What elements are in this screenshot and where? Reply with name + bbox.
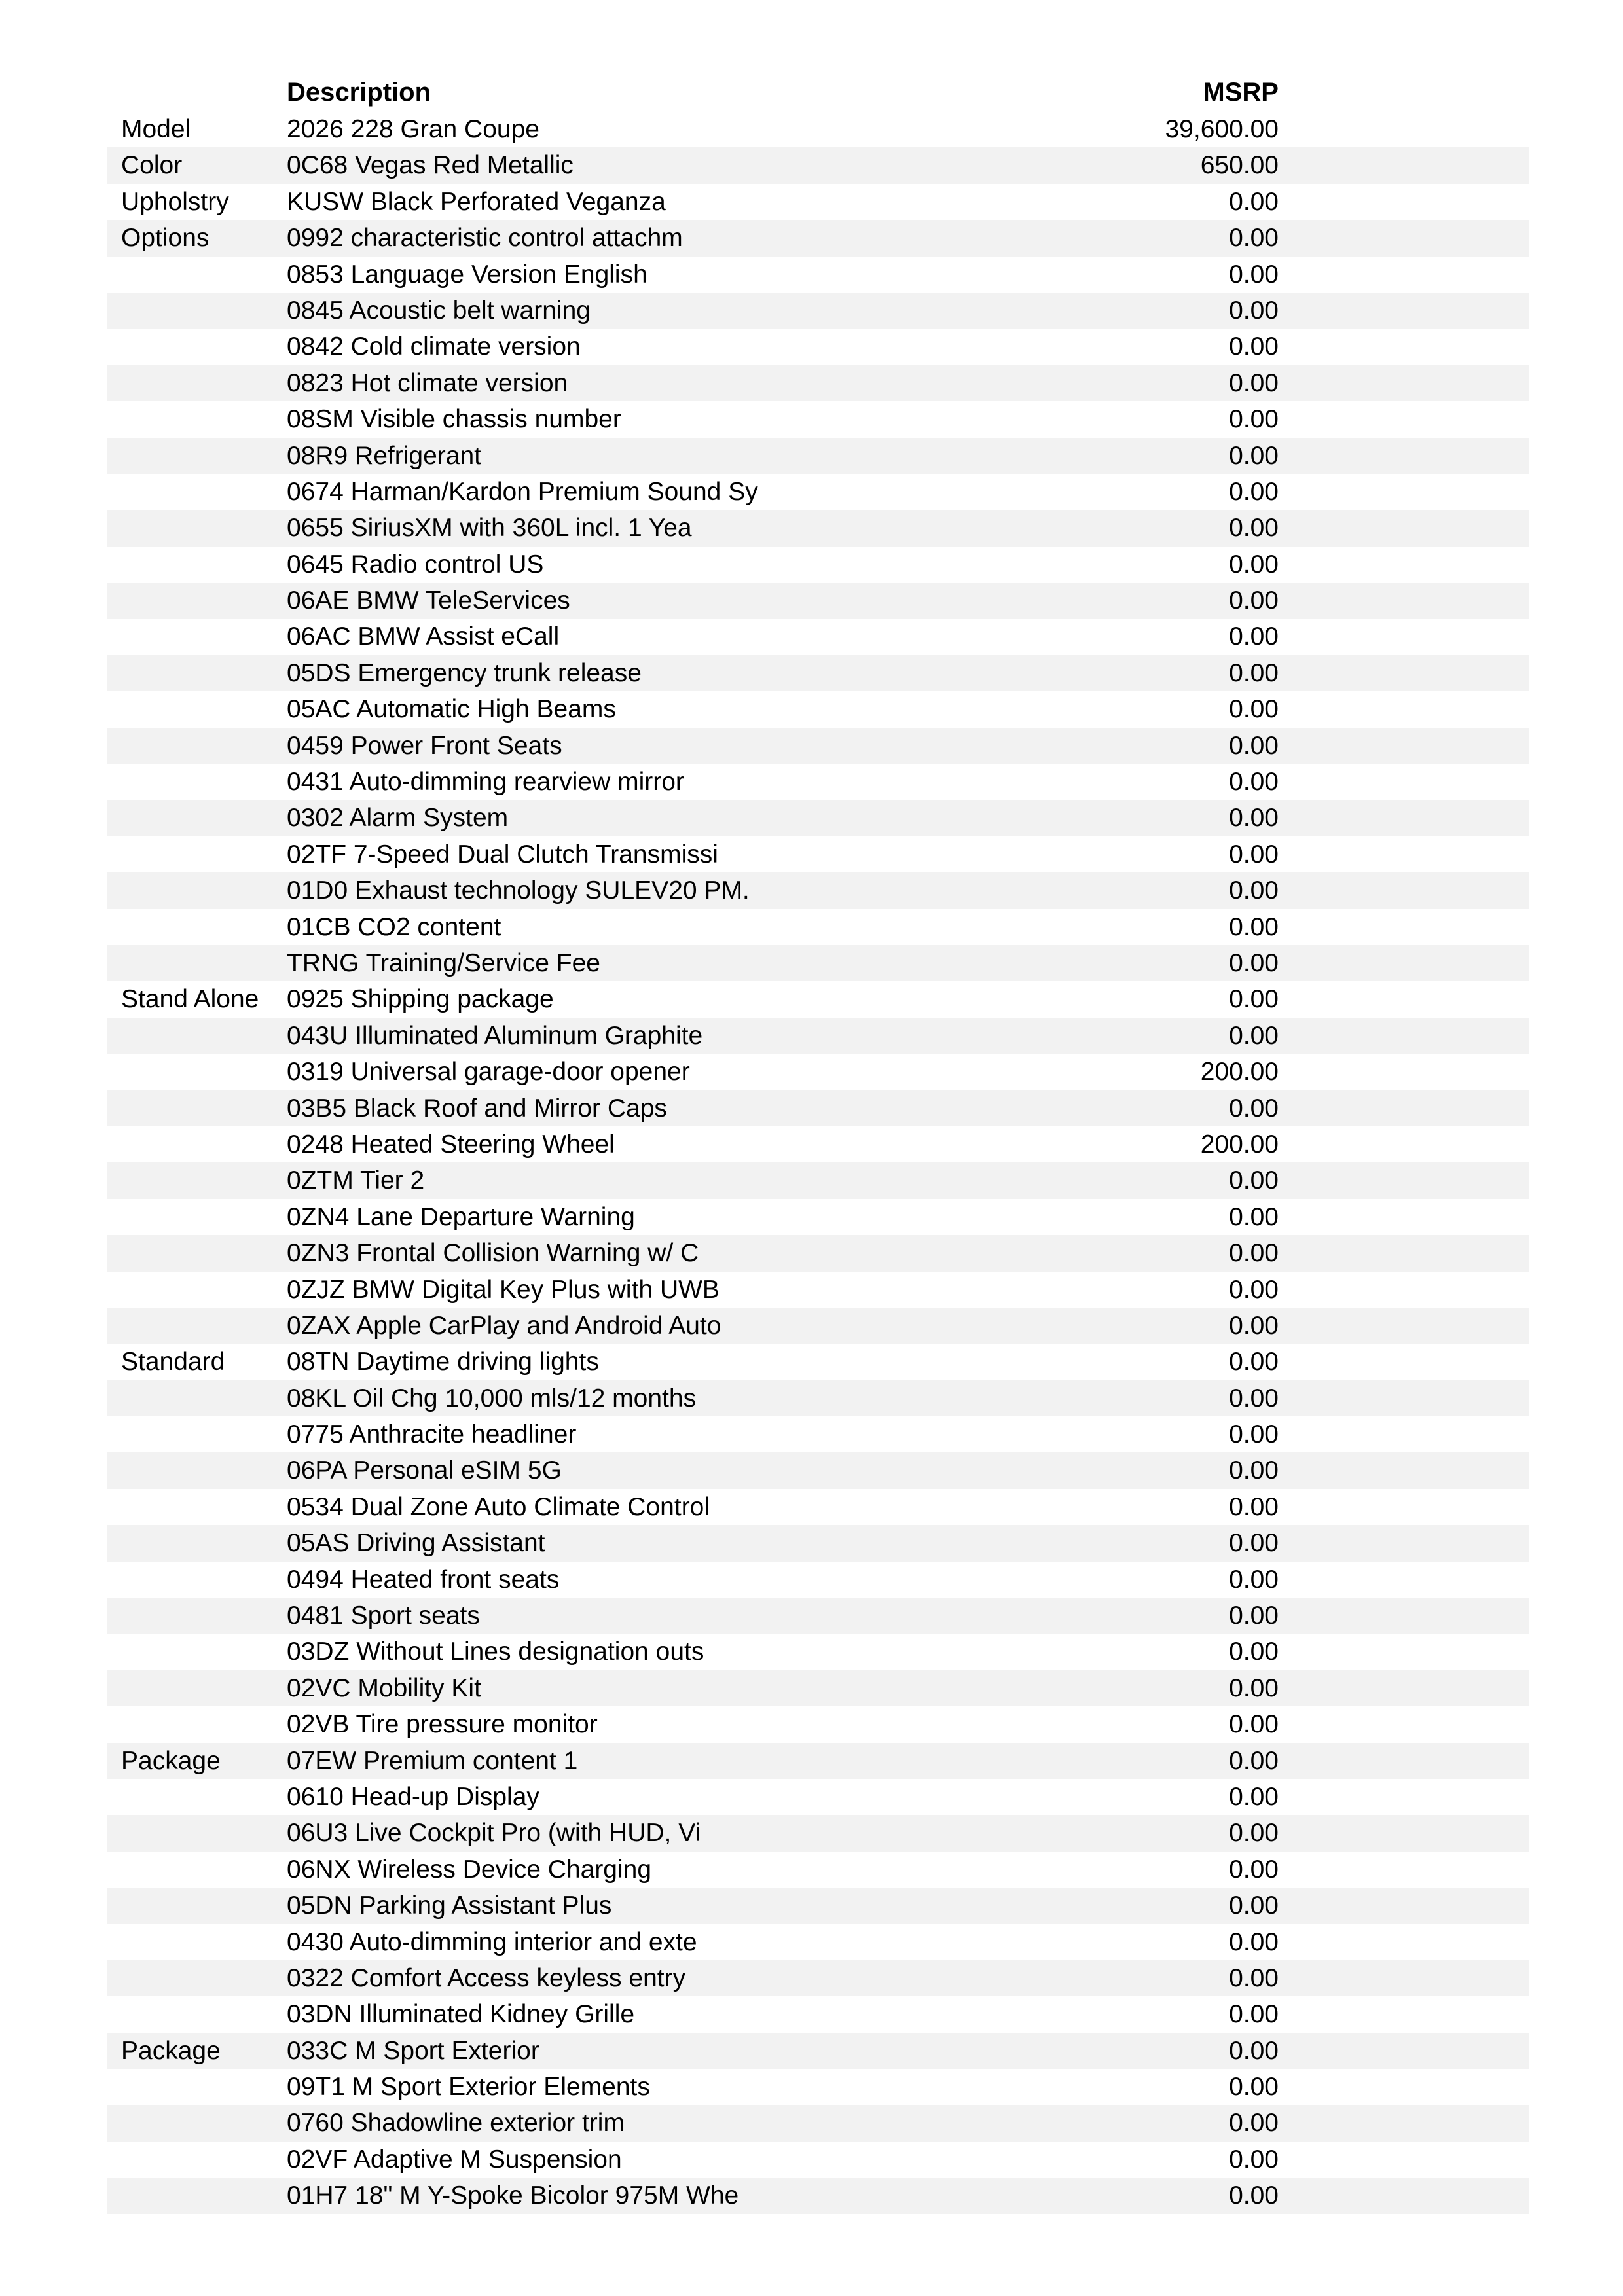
row-msrp: 200.00 xyxy=(1200,1058,1279,1086)
row-msrp: 0.00 xyxy=(1229,1782,1279,1811)
row-msrp: 0.00 xyxy=(1229,1384,1279,1412)
row-msrp: 0.00 xyxy=(1229,1892,1279,1920)
table-row xyxy=(107,257,1529,293)
table-row xyxy=(107,981,1529,1017)
row-description: 0ZTM Tier 2 xyxy=(287,1166,425,1195)
table-row xyxy=(107,764,1529,800)
table-row xyxy=(107,1996,1529,2032)
row-description: 02VB Tire pressure monitor xyxy=(287,1710,598,1739)
row-description: KUSW Black Perforated Veganza xyxy=(287,187,666,216)
table-row xyxy=(107,1888,1529,1924)
row-msrp: 0.00 xyxy=(1229,1928,1279,1956)
row-msrp: 0.00 xyxy=(1229,622,1279,651)
row-description: 0431 Auto-dimming rearview mirror xyxy=(287,768,684,797)
row-description: 0534 Dual Zone Auto Climate Control xyxy=(287,1492,710,1521)
row-msrp: 0.00 xyxy=(1229,477,1279,506)
table-row xyxy=(107,147,1529,183)
row-description: 0645 Radio control US xyxy=(287,550,544,579)
row-category: Standard xyxy=(121,1348,225,1376)
row-description: 0845 Acoustic belt warning xyxy=(287,296,591,325)
row-description: 02VC Mobility Kit xyxy=(287,1674,481,1702)
row-description: 03DN Illuminated Kidney Grille xyxy=(287,2000,635,2029)
row-description: 01H7 18" M Y-Spoke Bicolor 975M Whe xyxy=(287,2181,739,2210)
row-description: 0494 Heated front seats xyxy=(287,1565,560,1594)
table-row xyxy=(107,583,1529,619)
row-description: 06U3 Live Cockpit Pro (with HUD, Vi xyxy=(287,1819,701,1848)
row-description: 05DN Parking Assistant Plus xyxy=(287,1892,612,1920)
table-row xyxy=(107,655,1529,691)
row-msrp: 0.00 xyxy=(1229,1602,1279,1630)
table-row xyxy=(107,510,1529,546)
row-msrp: 0.00 xyxy=(1229,1492,1279,1521)
row-msrp: 0.00 xyxy=(1229,1529,1279,1558)
table-row xyxy=(107,2105,1529,2141)
table-row xyxy=(107,1525,1529,1561)
row-description: 2026 228 Gran Coupe xyxy=(287,115,539,143)
table-row xyxy=(107,220,1529,256)
row-msrp: 0.00 xyxy=(1229,1094,1279,1122)
table-row xyxy=(107,293,1529,329)
table-row xyxy=(107,1960,1529,1996)
row-description: 0655 SiriusXM with 360L incl. 1 Yea xyxy=(287,514,692,543)
row-description: 0ZJZ BMW Digital Key Plus with UWB xyxy=(287,1275,720,1304)
row-description: 0610 Head-up Display xyxy=(287,1782,539,1811)
table-row xyxy=(107,1054,1529,1090)
row-msrp: 0.00 xyxy=(1229,876,1279,905)
table-row xyxy=(107,184,1529,220)
row-msrp: 0.00 xyxy=(1229,985,1279,1014)
table-row xyxy=(107,1162,1529,1198)
row-msrp: 0.00 xyxy=(1229,1855,1279,1884)
table-row xyxy=(107,1380,1529,1416)
row-msrp: 0.00 xyxy=(1229,2145,1279,2174)
table-row xyxy=(107,945,1529,981)
table-row xyxy=(107,1924,1529,1960)
row-description: 09T1 M Sport Exterior Elements xyxy=(287,2073,650,2102)
row-msrp: 0.00 xyxy=(1229,840,1279,869)
table-row xyxy=(107,438,1529,474)
row-description: 0459 Power Front Seats xyxy=(287,731,562,760)
row-msrp: 0.00 xyxy=(1229,260,1279,289)
row-msrp: 0.00 xyxy=(1229,1710,1279,1739)
row-description: 05AS Driving Assistant xyxy=(287,1529,545,1558)
row-description: 0430 Auto-dimming interior and exte xyxy=(287,1928,697,1956)
table-row xyxy=(107,728,1529,764)
row-msrp: 0.00 xyxy=(1229,1964,1279,1992)
table-row xyxy=(107,2069,1529,2105)
row-description: 0ZN4 Lane Departure Warning xyxy=(287,1202,635,1231)
row-description: 03DZ Without Lines designation outs xyxy=(287,1638,704,1666)
table-row xyxy=(107,1598,1529,1634)
row-description: 02TF 7-Speed Dual Clutch Transmissi xyxy=(287,840,718,869)
msrp-sheet xyxy=(107,73,1529,2214)
table-row xyxy=(107,1235,1529,1271)
table-row xyxy=(107,1489,1529,1525)
table-row xyxy=(107,1126,1529,1162)
row-description: 01D0 Exhaust technology SULEV20 PM. xyxy=(287,876,750,905)
row-description: 06AC BMW Assist eCall xyxy=(287,622,560,651)
table-row xyxy=(107,619,1529,655)
row-msrp: 0.00 xyxy=(1229,1456,1279,1485)
row-msrp: 0.00 xyxy=(1229,514,1279,543)
row-msrp: 0.00 xyxy=(1229,405,1279,434)
row-description: 06PA Personal eSIM 5G xyxy=(287,1456,562,1485)
row-msrp: 0.00 xyxy=(1229,441,1279,470)
table-row xyxy=(107,401,1529,437)
row-msrp: 0.00 xyxy=(1229,2073,1279,2102)
row-msrp: 0.00 xyxy=(1229,731,1279,760)
row-description: 07EW Premium content 1 xyxy=(287,1746,578,1775)
row-description: 02VF Adaptive M Suspension xyxy=(287,2145,622,2174)
row-msrp: 0.00 xyxy=(1229,1311,1279,1340)
row-category: Color xyxy=(121,151,183,180)
table-row xyxy=(107,1199,1529,1235)
row-description: 06NX Wireless Device Charging xyxy=(287,1855,652,1884)
row-description: 08R9 Refrigerant xyxy=(287,441,481,470)
row-description: 0823 Hot climate version xyxy=(287,368,568,397)
row-msrp: 0.00 xyxy=(1229,1275,1279,1304)
row-msrp: 0.00 xyxy=(1229,768,1279,797)
row-description: 0481 Sport seats xyxy=(287,1602,480,1630)
table-row xyxy=(107,329,1529,365)
row-msrp: 0.00 xyxy=(1229,1420,1279,1449)
row-msrp: 0.00 xyxy=(1229,2181,1279,2210)
row-description: 05AC Automatic High Beams xyxy=(287,695,616,724)
table-row xyxy=(107,1634,1529,1670)
row-description: 0322 Comfort Access keyless entry xyxy=(287,1964,686,1992)
row-msrp: 39,600.00 xyxy=(1165,115,1279,143)
table-row xyxy=(107,1743,1529,1779)
row-msrp: 0.00 xyxy=(1229,2036,1279,2065)
table-row xyxy=(107,872,1529,908)
row-description: 0ZN3 Frontal Collision Warning w/ C xyxy=(287,1239,699,1268)
row-msrp: 0.00 xyxy=(1229,1638,1279,1666)
row-msrp: 0.00 xyxy=(1229,2000,1279,2029)
row-msrp: 0.00 xyxy=(1229,187,1279,216)
options-table xyxy=(107,111,1529,2214)
table-row xyxy=(107,1018,1529,1054)
row-msrp: 0.00 xyxy=(1229,296,1279,325)
table-row xyxy=(107,1272,1529,1308)
row-category: Model xyxy=(121,115,191,143)
row-description: 0ZAX Apple CarPlay and Android Auto xyxy=(287,1311,721,1340)
row-description: 0C68 Vegas Red Metallic xyxy=(287,151,574,180)
table-row xyxy=(107,1452,1529,1488)
row-msrp: 0.00 xyxy=(1229,1166,1279,1195)
row-msrp: 0.00 xyxy=(1229,1674,1279,1702)
table-row xyxy=(107,1090,1529,1126)
row-msrp: 650.00 xyxy=(1200,151,1279,180)
row-msrp: 0.00 xyxy=(1229,1348,1279,1376)
row-msrp: 0.00 xyxy=(1229,1565,1279,1594)
table-row xyxy=(107,474,1529,510)
row-description: 08SM Visible chassis number xyxy=(287,405,621,434)
row-category: Package xyxy=(121,2036,221,2065)
table-row xyxy=(107,1308,1529,1344)
table-row xyxy=(107,1706,1529,1742)
table-row xyxy=(107,1779,1529,1815)
row-msrp: 0.00 xyxy=(1229,586,1279,615)
table-header xyxy=(107,73,1529,111)
row-msrp: 0.00 xyxy=(1229,1202,1279,1231)
row-description: 03B5 Black Roof and Mirror Caps xyxy=(287,1094,667,1122)
row-description: 0853 Language Version English xyxy=(287,260,647,289)
row-msrp: 0.00 xyxy=(1229,550,1279,579)
table-row xyxy=(107,836,1529,872)
table-row xyxy=(107,547,1529,583)
row-description: 08TN Daytime driving lights xyxy=(287,1348,599,1376)
table-row xyxy=(107,1815,1529,1851)
row-msrp: 0.00 xyxy=(1229,658,1279,687)
table-row xyxy=(107,800,1529,836)
row-description: 0842 Cold climate version xyxy=(287,332,581,361)
row-description: 0775 Anthracite headliner xyxy=(287,1420,577,1449)
row-description: 0319 Universal garage-door opener xyxy=(287,1058,690,1086)
row-description: 043U Illuminated Aluminum Graphite xyxy=(287,1021,703,1050)
row-msrp: 0.00 xyxy=(1229,332,1279,361)
row-description: 0760 Shadowline exterior trim xyxy=(287,2109,625,2138)
row-category: Stand Alone xyxy=(121,985,259,1014)
table-row xyxy=(107,2178,1529,2214)
row-description: 08KL Oil Chg 10,000 mls/12 months xyxy=(287,1384,697,1412)
table-row xyxy=(107,1852,1529,1888)
row-description: 033C M Sport Exterior xyxy=(287,2036,539,2065)
table-row xyxy=(107,691,1529,727)
table-row xyxy=(107,2142,1529,2178)
row-msrp: 0.00 xyxy=(1229,2109,1279,2138)
description-column-header: Description xyxy=(287,78,431,107)
table-row xyxy=(107,909,1529,945)
table-row xyxy=(107,1670,1529,1706)
row-description: 0674 Harman/Kardon Premium Sound Sy xyxy=(287,477,758,506)
row-msrp: 0.00 xyxy=(1229,1746,1279,1775)
row-msrp: 0.00 xyxy=(1229,224,1279,253)
table-row xyxy=(107,111,1529,147)
msrp-column-header: MSRP xyxy=(1203,78,1279,107)
row-description: 06AE BMW TeleServices xyxy=(287,586,570,615)
row-msrp: 200.00 xyxy=(1200,1130,1279,1158)
row-msrp: 0.00 xyxy=(1229,1819,1279,1848)
row-category: Package xyxy=(121,1746,221,1775)
row-category: Upholstry xyxy=(121,187,229,216)
row-msrp: 0.00 xyxy=(1229,695,1279,724)
row-description: 05DS Emergency trunk release xyxy=(287,658,642,687)
table-row xyxy=(107,1562,1529,1598)
table-row xyxy=(107,1344,1529,1380)
row-description: TRNG Training/Service Fee xyxy=(287,948,600,977)
table-row xyxy=(107,2033,1529,2069)
row-category: Options xyxy=(121,224,210,253)
row-msrp: 0.00 xyxy=(1229,1239,1279,1268)
table-row xyxy=(107,1416,1529,1452)
row-msrp: 0.00 xyxy=(1229,948,1279,977)
row-description: 0992 characteristic control attachm xyxy=(287,224,683,253)
row-msrp: 0.00 xyxy=(1229,912,1279,941)
row-description: 0302 Alarm System xyxy=(287,804,509,833)
row-description: 01CB CO2 content xyxy=(287,912,501,941)
row-description: 0925 Shipping package xyxy=(287,985,554,1014)
row-msrp: 0.00 xyxy=(1229,804,1279,833)
row-description: 0248 Heated Steering Wheel xyxy=(287,1130,615,1158)
table-row xyxy=(107,365,1529,401)
row-msrp: 0.00 xyxy=(1229,1021,1279,1050)
row-msrp: 0.00 xyxy=(1229,368,1279,397)
